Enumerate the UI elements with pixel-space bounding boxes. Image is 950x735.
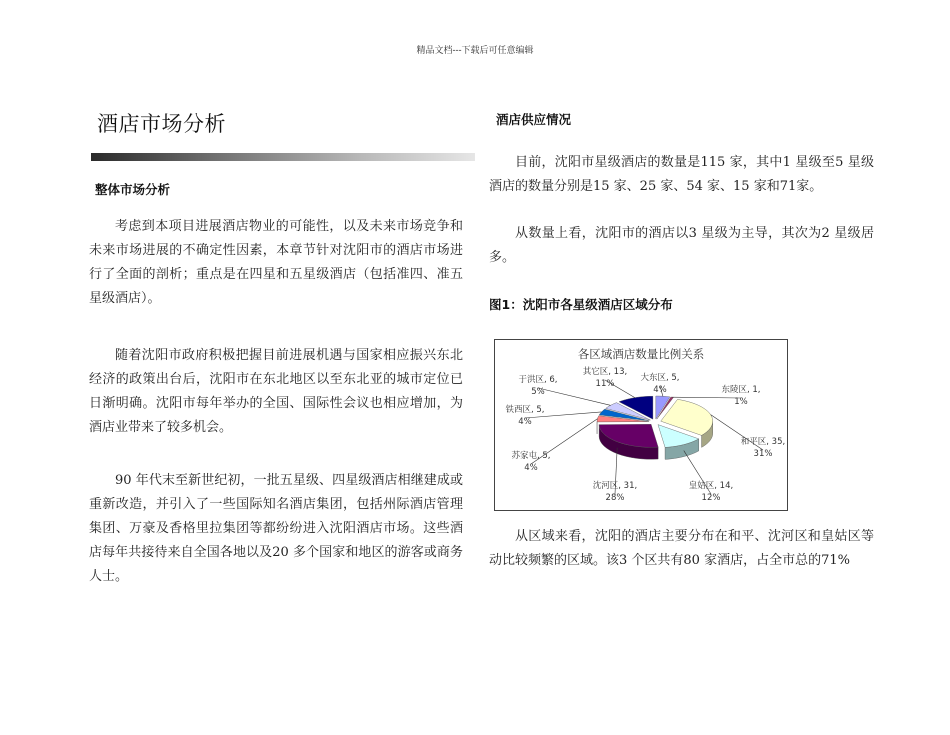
pie-percent-皇姑区: 12%	[701, 493, 721, 503]
section-heading-overall-market: 整体市场分析	[95, 182, 171, 197]
pie-slices-group	[597, 396, 713, 459]
pie-label-苏家屯: 苏家屯, 5,	[511, 451, 551, 461]
pie-percent-铁西区: 4%	[518, 417, 532, 427]
pie-label-东陵区: 东陵区, 1,	[721, 385, 761, 395]
header-note: 精品文档---下载后可任意编辑	[416, 46, 534, 56]
pie-label-和平区: 和平区, 35,	[740, 437, 786, 447]
pie-percent-和平区: 31%	[753, 449, 773, 459]
pie-label-沈河区: 沈河区, 31,	[592, 481, 638, 491]
pie-percent-于洪区: 5%	[531, 387, 545, 397]
right-paragraph-1: 目前，沈阳市星级酒店的数量是115 家，其中1 星级至5 星级酒店的数量分别是15 家、25 家、54 家、15 家和71家。	[489, 155, 874, 194]
pie-percent-苏家屯: 4%	[524, 463, 538, 473]
pie-chart-svg	[495, 340, 787, 510]
right-paragraph-2: 从数量上看，沈阳市的酒店以3 星级为主导，其次为2 星级居多。	[489, 226, 874, 265]
pie-percent-大东区: 4%	[653, 385, 667, 395]
left-paragraph-3: 90 年代末至新世纪初，一批五星级、四星级酒店相继建成或重新改造，并引入了一些国际知名酒店集团，包括州际酒店管理集团、万豪及香格里拉集团等都纷纷进入沈阳酒店市场。这些酒店每年共接待来自全国各地以及20 多个国家和地区的游客或商务人士。	[89, 473, 463, 584]
pie-leader-line-东陵区	[672, 397, 741, 398]
right-paragraph-3: 从区域来看，沈阳的酒店主要分布在和平、沈河区和皇姑区等动比较频繁的区域。该3 个区共有80 家酒店，占全市总的71%	[489, 529, 874, 568]
pie-label-铁西区: 铁西区, 5,	[505, 405, 545, 415]
left-paragraph-2: 随着沈阳市政府积极把握目前进展机遇与国家相应振兴东北经济的政策出台后，沈阳市在东北地区以至东北亚的城市定位已日渐明确。沈阳市每年举办的全国、国际性会议也相应增加，为酒店业带来了较多机会。	[89, 348, 463, 435]
left-paragraph-1: 考虑到本项目进展酒店物业的可能性，以及未来市场竞争和未来市场进展的不确定性因素，本章节针对沈阳市的酒店市场进行了全面的剖析；重点是在四星和五星级酒店（包括准四、准五星级酒店）。	[89, 219, 463, 306]
pie-percent-东陵区: 1%	[734, 397, 748, 407]
pie-label-皇姑区: 皇姑区, 14,	[688, 481, 734, 491]
pie-label-其它区: 其它区, 13,	[582, 367, 628, 377]
district-pie-chart	[494, 339, 788, 511]
section-heading-hotel-supply: 酒店供应情况	[496, 112, 572, 127]
pie-percent-沈河区: 28%	[605, 493, 625, 503]
pie-label-大东区: 大东区, 5,	[640, 373, 680, 383]
figure-caption: 图1：沈阳市各星级酒店区域分布	[489, 297, 673, 312]
page-title: 酒店市场分析	[97, 112, 226, 136]
title-divider-bar	[91, 153, 475, 161]
pie-label-于洪区: 于洪区, 6,	[518, 375, 558, 385]
chart-title: 各区域酒店数量比例关系	[577, 347, 705, 361]
pie-percent-其它区: 11%	[595, 379, 615, 389]
pie-leader-line-于洪区	[538, 388, 611, 405]
